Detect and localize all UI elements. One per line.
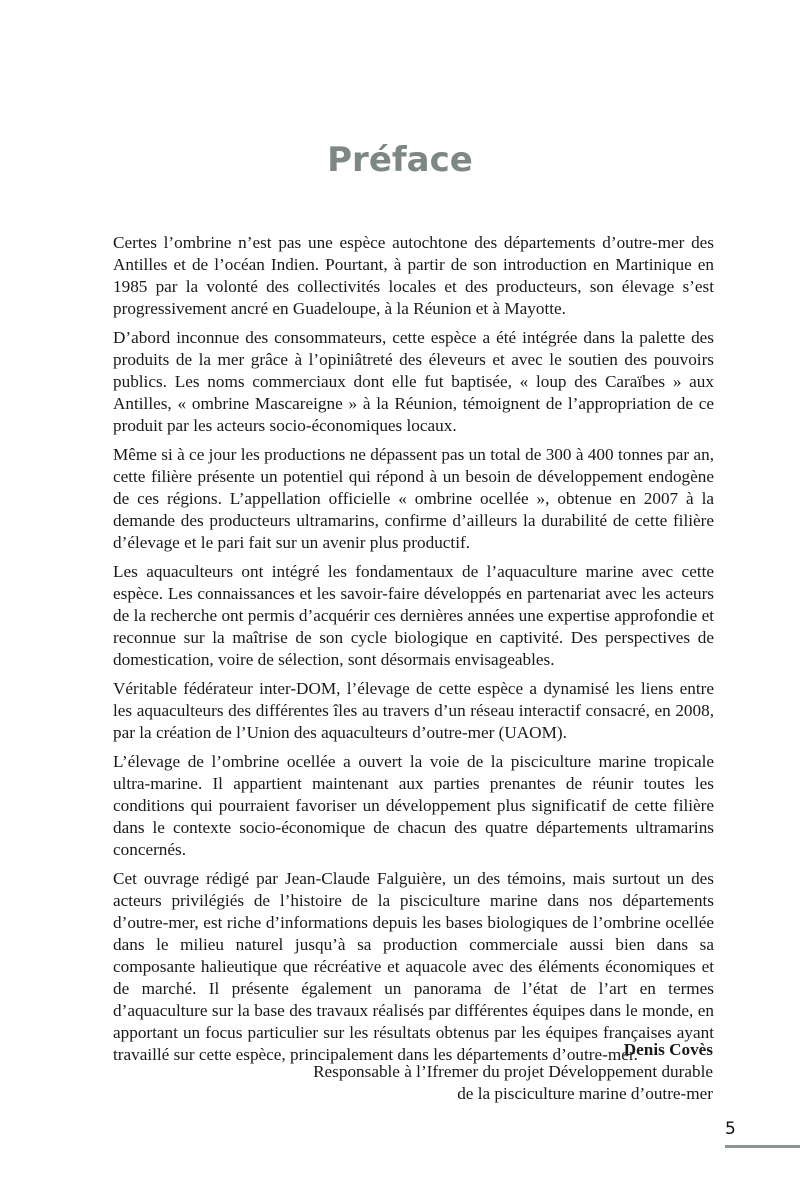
page-number-rule <box>725 1145 800 1148</box>
page-number: 5 <box>725 1119 736 1139</box>
author-name: Denis Covès <box>623 1040 713 1059</box>
paragraph: Même si à ce jour les productions ne dépassent pas un total de 300 à 400 tonnes par an, cette filière présente un potentiel qui répond à un besoin de développement endogène de ces régions. L’appellation officielle « ombrine ocellée », obtenue en 2007 à la demande des producteurs ultramarins, confirme d’ailleurs la durabilité de cette filière d’élevage et le pari fait sur un avenir plus productif. <box>113 444 714 553</box>
preface-body <box>113 232 714 1073</box>
author-role-line: de la pisciculture marine d’outre-mer <box>457 1084 713 1104</box>
paragraph: Certes l’ombrine n’est pas une espèce autochtone des départements d’outre-mer des Antilles et de l’océan Indien. Pourtant, à partir de son introduction en Martinique en 1985 par la volonté des collectivités locales et des producteurs, son élevage s’est progressivement ancré en Guadeloupe, à la Réunion et à Mayotte. <box>113 233 714 319</box>
paragraph: Les aquaculteurs ont intégré les fondamentaux de l’aquaculture marine avec cette espèce. Les connaissances et les savoir-faire développés en partenariat avec les acteurs de la recherche ont permis d’acquérir ces dernières années une expertise approfondie et reconnue sur la maîtrise de son cycle biologique en captivité. Des perspectives de domestication, voire de sélection, sont désormais envisageables. <box>113 561 714 670</box>
paragraph: D’abord inconnue des consommateurs, cette espèce a été intégrée dans la palette des produits de la mer grâce à l’opiniâtreté des éleveurs et avec le soutien des pouvoirs publics. Les noms commerciaux dont elle fut baptisée, « loup des Caraïbes » aux Antilles, « ombrine Mascareigne » à la Réunion, témoignent de l’appropriation de ce produit par les acteurs socio-économiques locaux. <box>113 327 714 436</box>
paragraph: L’élevage de l’ombrine ocellée a ouvert la voie de la pisciculture marine tropicale ultra-marine. Il appartient maintenant aux parties prenantes de réunir toutes les conditions qui pourraient favoriser un développement plus significatif de cette filière dans le contexte socio-économique de chacun des quatre départements ultramarins concernés. <box>113 751 714 859</box>
paragraph: Véritable fédérateur inter-DOM, l’élevage de cette espèce a dynamisé les liens entre les aquaculteurs des différentes îles au travers d’un réseau interactif consacré, en 2008, par la création de l’Union des aquaculteurs d’outre-mer (UAOM). <box>113 678 714 742</box>
signature-block <box>313 1039 713 1105</box>
author-role-line: Responsable à l’Ifremer du projet Développement durable <box>313 1062 713 1082</box>
page-title: Préface <box>327 140 473 180</box>
paragraph: Cet ouvrage rédigé par Jean-Claude Falguière, un des témoins, mais surtout un des acteurs privilégiés de l’histoire de la pisciculture marine dans nos départements d’outre-mer, est riche d’informations depuis les bases biologiques de l’ombrine ocellée dans le milieu naturel jusqu’à sa production commerciale aussi bien dans sa composante halieutique que récréative et aquacole avec des éléments économiques et de marché. Il présente également un panorama de l’état de l’art en termes d’aquaculture sur la base des travaux réalisés par différentes équipes dans le monde, en apportant un focus particulier sur les résultats obtenus par les équipes françaises ayant travaillé sur cette espèce, principalement dans les départements d’outre-mer. <box>113 868 714 1065</box>
